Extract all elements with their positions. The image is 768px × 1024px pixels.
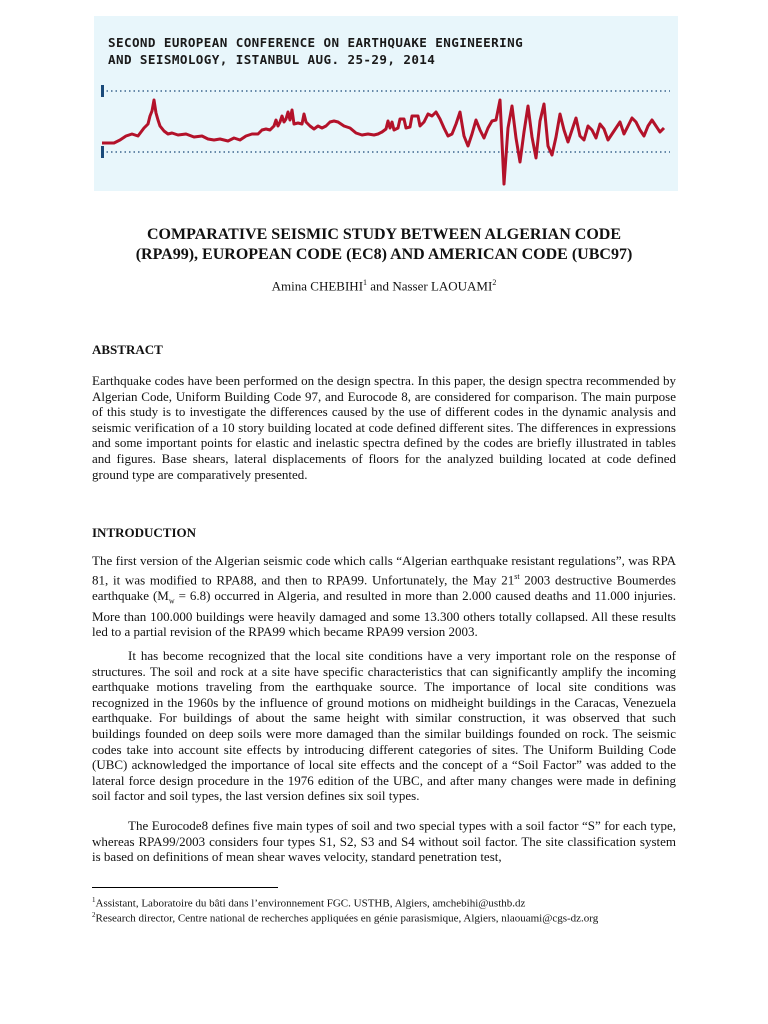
intro-p1-superscript: st (514, 571, 520, 581)
intro-p1-part-a: The first version of the Algerian seismic code which calls “Algerian earthquake resistant regulations”, was RPA 81, it was modified to RPA88, and then to RPA99. Unfortunately, the May 21 (92, 553, 676, 587)
author-2: Nasser LAOUAMI (392, 278, 493, 294)
introduction-heading: INTRODUCTION (92, 525, 197, 540)
footnote-separator (92, 887, 278, 888)
lower-line-tick (101, 146, 104, 158)
author-1: Amina CHEBIHI (271, 278, 364, 294)
abstract-text: Earthquake codes have been performed on the design spectra. In this paper, the design spectra recommended by Algerian Code, Uniform Building Code 97, and Eurocode 8, are considered for comparison. The main purpose of this study is to investigate the differences caused by the use of different codes in the dynamic analysis and seismic verification of a 10 story building located at code defined different sites. The differences in expressions and some important points for elastic and inelastic spectra defined by the codes are briefly illustrated in tables and figures. Base shears, lateral displacements of floors for the analyzed building located at code defined ground type are comparatively presented. (92, 373, 676, 482)
seismogram-trace (102, 100, 664, 184)
authors (0, 278, 768, 294)
seismogram-graphic (94, 16, 678, 191)
paper-title-line1: COMPARATIVE SEISMIC STUDY BETWEEN ALGERIAN CODE (147, 226, 621, 243)
paper-title (0, 225, 768, 265)
footnote-2 (92, 909, 676, 926)
paper-title-line2: (RPA99), EUROPEAN CODE (EC8) AND AMERICAN CODE (UBC97) (135, 246, 633, 263)
conference-title-line1: SECOND EUROPEAN CONFERENCE ON EARTHQUAKE ENGINEERING (108, 35, 524, 50)
footnote-1-mark: 1 (92, 896, 96, 904)
conference-title-line2: AND SEISMOLOGY, ISTANBUL AUG. 25-29, 2014 (108, 52, 436, 67)
intro-p1-part-c: = 6.8) occurred in Algeria, and resulted in more than 2.000 caused deaths and 11.000 injuries. More than 100.000 buildings were heavily damaged and some 13.300 others totally collapsed. All these results led to a partial revision of the RPA99 which became RPA99 version 2003. (92, 587, 676, 640)
introduction-paragraph-3: The Eurocode8 defines five main types of soil and two special types with a soil factor “S” for each type, whereas RPA99/2003 considers four types S1, S2, S3 and S4 without soil factor. The site classification system is based on definitions of mean shear waves velocity, standard penetration test, (92, 818, 676, 865)
footnote-2-text: Research director, Centre national de recherches appliquées en génie parasismique, Algiers, nlaouami@cgs-dz.org (95, 912, 599, 925)
author-conjunction: and (367, 278, 393, 294)
footnote-2-mark: 2 (92, 911, 96, 919)
intro-p1-subscript: w (168, 596, 175, 606)
introduction-paragraph-2: It has become recognized that the local site conditions have a very important role on the response of structures. The soil and rock at a site have specific characteristics that can significantly amplify the incoming earthquake motions traveling from the earthquake source. The importance of local site conditions was recognized in the 1960s by the influence of ground motions on midheight buildings in the Caracas, Venezuela earthquake. For buildings of about the same height with similar construction, it was observed that such buildings founded on deep soils were more damaged than the similar buildings founded on rock. The seismic codes take into account site effects by introducing different categories of sites. The Uniform Building Code (UBC) acknowledged the importance of local site effects and the concept of a “Soil Factor” was added to the lateral force design procedure in the 1976 edition of the UBC, and after many changes were made in defining soil factor and soil types, the last version defines six soil types. (92, 648, 676, 804)
upper-line-tick (101, 85, 104, 97)
abstract-heading: ABSTRACT (92, 342, 163, 357)
footnote-1-text: Assistant, Laboratoire du bâti dans l’environnement FGC. USTHB, Algiers, amchebihi@usthb.dz (95, 897, 526, 910)
author-1-affiliation-mark: 1 (363, 278, 368, 287)
introduction-paragraph-1 (92, 553, 676, 640)
intro-p1-part-b: 2003 destructive Boumerdes earthquake (M (92, 571, 676, 603)
conference-banner (94, 16, 678, 191)
author-2-affiliation-mark: 2 (492, 278, 497, 287)
